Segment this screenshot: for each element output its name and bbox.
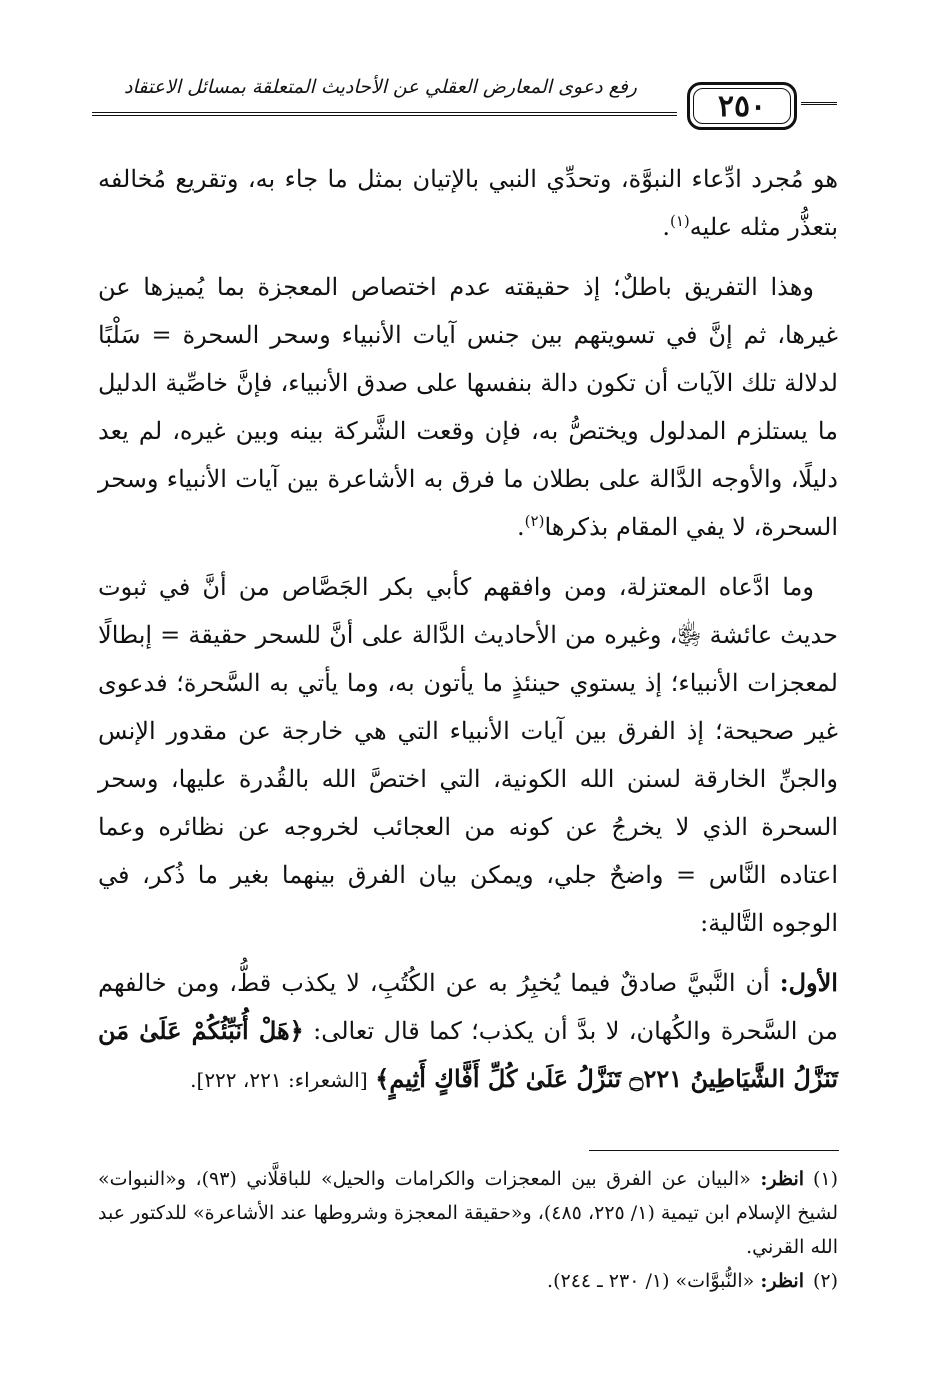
footnote-1 — [98, 1162, 838, 1264]
header-rule — [92, 112, 677, 116]
page-number: ٢٥٠ — [717, 88, 767, 124]
main-text — [98, 155, 838, 1116]
paragraph-1-text: هو مُجرد ادِّعاء النبوَّة، وتحدِّي النبي بالإتيان بمثل ما جاء به، وتقريع مُخالفه بتعذُّر مثله عليه — [98, 165, 838, 241]
verse-reference: [الشعراء: ٢٢١، ٢٢٢]. — [190, 1068, 368, 1092]
footnote-1-number: (١) — [812, 1168, 839, 1190]
footnote-separator — [589, 1150, 839, 1151]
header-ornament-line — [801, 102, 837, 105]
point-one-label: الأول: — [779, 968, 838, 997]
paragraph-3-text: وما ادَّعاه المعتزلة، ومن وافقهم كأبي بكر الجَصَّاص من أنَّ في ثبوت حديث عائشة ﵂، وغيره من الأحاديث الدَّالة على أنَّ للسحر حقيقة = إبطالًا لمعجزات الأنبياء؛ إذ يستوي حينئذٍ ما يأتون به، وما يأتي به السَّحرة؛ فدعوى غير صحيحة؛ إذ الفرق بين آيات الأنبياء التي هي خارجة عن مقدور الإنس والجنِّ الخارقة لسنن الله الكونية، التي اختصَّ الله بالقُدرة عليها، وسحر السحرة الذي لا يخرجُ عن كونه من العجائب لخروجه عن نظائره وعما اعتاده النَّاس = واضحٌ جلي، ويمكن بيان الفرق بينهما بغير ما ذُكر، في الوجوه التَّالية: — [98, 573, 838, 937]
footnote-2-label: انظر: — [760, 1270, 804, 1292]
footnote-2-text: «النُّبوَّات» (١/ ٢٣٠ ـ ٢٤٤). — [547, 1270, 755, 1292]
page-header — [92, 72, 837, 142]
page-number-frame — [687, 82, 797, 130]
paragraph-2-text: وهذا التفريق باطلٌ؛ إذ حقيقته عدم اختصاص المعجزة بما يُميزها عن غيرها، ثم إنَّ في تسويتهم بين جنس آيات الأنبياء وسحر السحرة = سَلْبًا لدلالة تلك الآيات أن تكون دالة بنفسها على صدق الأنبياء، فإنَّ خاصِّية الدليل ما يستلزم المدلول ويختصُّ به، فإن وقعت الشَّركة بينه وبين غيره، لم يعد دليلًا، والأوجه الدَّالة على بطلان ما فرق به الأشاعرة بين آيات الأنبياء وسحر السحرة، لا يفي المقام بذكرها — [98, 273, 838, 541]
footnote-2 — [98, 1264, 838, 1298]
paragraph-3 — [98, 563, 838, 947]
footnotes — [98, 1162, 838, 1298]
quran-verse: ﴿هَلْ أُنَبِّئُكُمْ عَلَىٰ مَن تَنَزَّلُ الشَّيَاطِينُ ۝٢٢١ تَنَزَّلُ عَلَىٰ كُلِّ أَفَّاكٍ أَثِيمٍ﴾ — [98, 1016, 838, 1093]
end-punct: . — [517, 513, 525, 541]
footnote-2-number: (٢) — [812, 1270, 838, 1292]
point-one — [98, 959, 838, 1104]
paragraph-1 — [98, 155, 838, 251]
footnote-1-text: «البيان عن الفرق بين المعجزات والكرامات والحيل» للباقلَّاني (٩٣)، و«النبوات» لشيخ الإسلام ابن تيمية (١/ ٢٢٥، ٤٨٥)، و«حقيقة المعجزة وشروطها عند الأشاعرة» للدكتور عبد الله القرني. — [98, 1168, 838, 1258]
footnote-1-label: انظر: — [760, 1168, 805, 1190]
point-one-text: أن النَّبيَّ صادقٌ فيما يُخبِرُ به عن الكُتُبِ، لا يكذب قطُّ، ومن خالفهم من السَّحرة والكُهان، لا بدَّ أن يكذب؛ كما قال تعالى: — [98, 969, 838, 1045]
footnote-ref-2[interactable]: (٢) — [524, 512, 545, 530]
end-punct: . — [662, 213, 670, 241]
footnote-ref-1[interactable]: (١) — [669, 212, 690, 230]
running-title: رفع دعوى المعارض العقلي عن الأحاديث المتعلقة بمسائل الاعتقاد — [124, 76, 637, 98]
paragraph-2 — [98, 263, 838, 551]
